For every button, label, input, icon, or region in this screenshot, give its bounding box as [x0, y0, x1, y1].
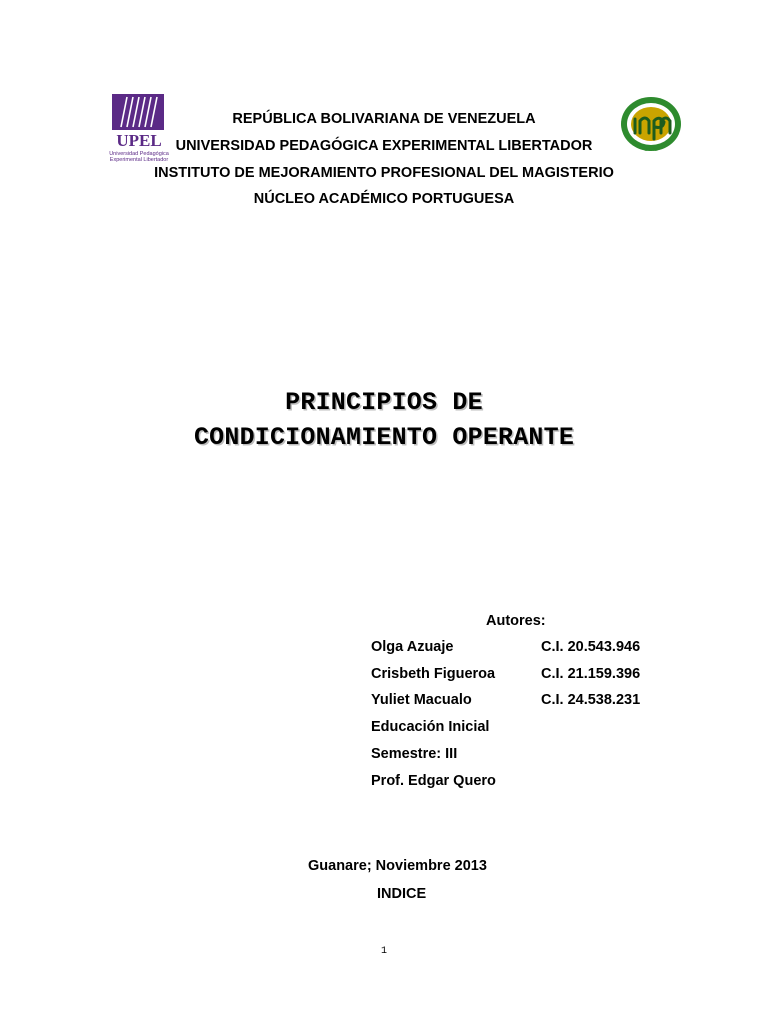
index-heading: INDICE — [377, 886, 427, 902]
author-ci: C.I. 20.543.946 — [541, 639, 641, 655]
header-nucleus: NÚCLEO ACADÉMICO PORTUGUESA — [253, 191, 515, 207]
upel-logo-line1: Universidad Pedagógica — [109, 151, 169, 157]
author-ci: C.I. 21.159.396 — [541, 666, 641, 682]
author-name: Crisbeth Figueroa — [371, 666, 496, 682]
semester-label: Semestre: III — [371, 746, 458, 762]
author-name: Olga Azuaje — [371, 639, 454, 655]
document-title-line2: CONDICIONAMIENTO OPERANTE — [193, 423, 575, 452]
document-title-line1: PRINCIPIOS DE — [285, 388, 483, 417]
author-ci: C.I. 24.538.231 — [541, 692, 641, 708]
header-republic: REPÚBLICA BOLIVARIANA DE VENEZUELA — [232, 111, 536, 127]
upel-logo-line2: Experimental Libertador — [109, 157, 169, 162]
place-date: Guanare; Noviembre 2013 — [308, 858, 487, 874]
header-university: UNIVERSIDAD PEDAGÓGICA EXPERIMENTAL LIBERTADOR — [175, 138, 593, 154]
authors-heading: Autores: — [486, 613, 546, 629]
professor-label: Prof. Edgar Quero — [371, 773, 496, 789]
impm-logo-name: IMPM — [644, 147, 658, 153]
upel-logo-name: UPEL — [116, 131, 162, 150]
author-name: Yuliet Macualo — [371, 692, 472, 708]
header-institute: INSTITUTO DE MEJORAMIENTO PROFESIONAL DEL MAGISTERIO — [154, 165, 614, 181]
program-label: Educación Inicial — [371, 719, 490, 735]
page-number: 1 — [380, 946, 387, 957]
